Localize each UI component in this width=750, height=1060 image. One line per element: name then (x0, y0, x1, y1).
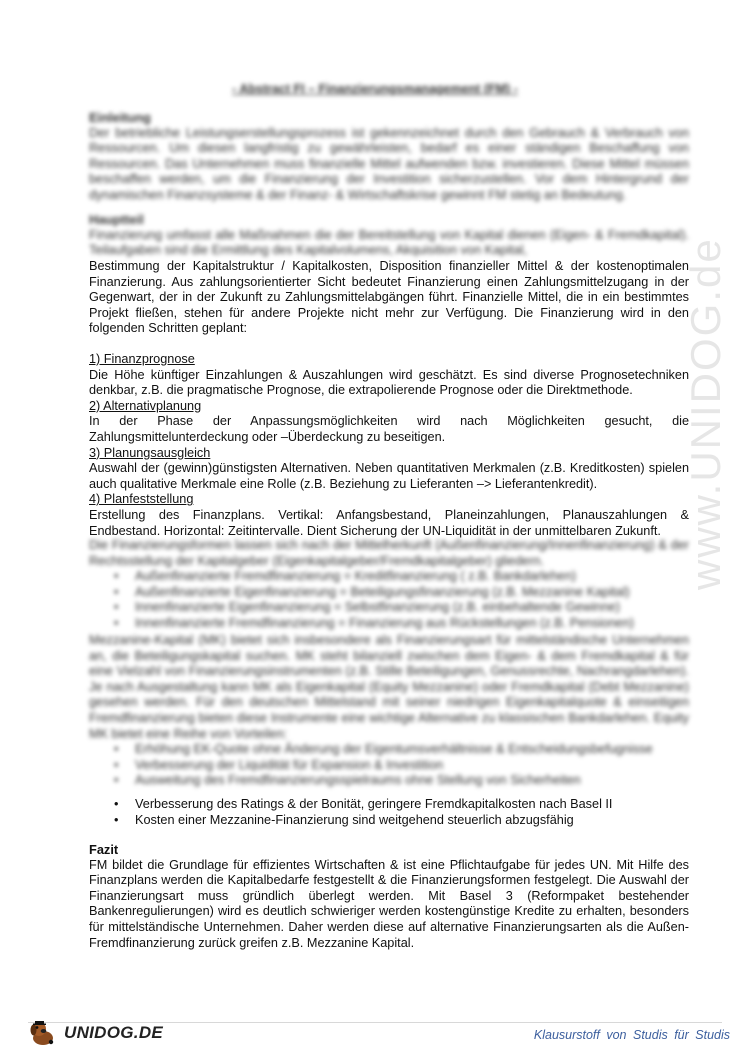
step-label-2: 2) Alternativplanung (89, 398, 202, 413)
step-label-1: 1) Finanzprognose (89, 351, 195, 366)
section-hauptteil-clear (89, 259, 689, 539)
list-item: • Innenfinanzierte Eigenfinanzierung = Selbstfinanzierung (z.B. einbehaltende Gewinne) (135, 600, 689, 616)
fazit-text: FM bildet die Grundlage für effizientes Wirtschaften & ist eine Pflichtaufgabe für jedes UN. Mit Hilfe des Finanzplans werden die Kapitalbedarfe festgestellt & die Finanzierungsformen festgelegt. Die Auswahl der Finanzierungsart muss gründlich überlegt werden. Mit Basel 3 (Reformpaket bestehender Bankenregulierungen) wird es deutlich schwieriger werden kostengünstige Kredite zu erhalten, besonders für mittelständische Unternehmen. Daher werden diese auf alternative Finanzierungsarten als die Außen-Fremdfinanzierung zurück greifen z.B. Mezzanine Kapital. (89, 857, 689, 950)
unidog-logo (28, 1015, 163, 1051)
vorteile-list-clear (89, 797, 689, 828)
list-item: • Erhöhung EK-Quote ohne Änderung der Eigentumsverhältnisse & Entscheidungsbefugnisse (135, 742, 689, 758)
vorteile-list-blurred (89, 742, 689, 789)
hauptteil-intro-clear: Bestimmung der Kapitalstruktur / Kapitalkosten, Disposition finanzieller Mittel & der kostenoptimalen Finanzierung. Aus zahlungsorientierter Sicht bedeutet Finanzierung einen Zahlungsmittelzugang in der Gegenwart, der in der Zukunft zu Zahlungsmittelabgängen führt. Finanzielle Mittel, die in ein bestimmtes Projekt fließen, stehen für andere Projekte nicht mehr zur Verfügung. Die Finanzierung wird in den folgenden Schritten geplant: (89, 259, 689, 336)
list-item: • Verbesserung des Ratings & der Bonität, geringere Fremdkapitalkosten nach Basel II (135, 797, 689, 813)
list-item: • Ausweitung des Fremdfinanzierungsspielraums ohne Stellung von Sicherheiten (135, 773, 689, 789)
section-einleitung (89, 110, 689, 204)
heading-einleitung: Einleitung (89, 110, 151, 125)
section-vorteile-clear (89, 797, 689, 828)
list-item: • Außenfinanzierte Fremdfinanzierung = Kreditfinanzierung ( z.B. Bankdarlehen) (135, 569, 689, 585)
section-finanzierungsformen (89, 538, 689, 632)
section-fazit (89, 842, 689, 951)
hauptteil-intro-blurred: Finanzierung umfasst alle Maßnahmen die der Bereitstellung von Kapital dienen (Eigen- & Fremdkapital). Teilaufgaben sind die Ermittlung des Kapitalvolumens, Akquisition von Kapital, (89, 227, 689, 258)
einleitung-text: Der betriebliche Leistungserstellungsprozess ist gekennzeichnet durch den Gebrauch & Verbrauch von Ressourcen. Um diesen langfristig zu gewährleisten, bedarf es einer ständigen Beschaffung von Ressourcen. Das Unternehmen muss finanzielle Mittel aufwenden bzw. investieren. Diese Mittel müssen beschaffen werden, um die Finanzierung der Investition sicherzustellen. Vor dem Hintergrund der dynamischen Finanzsysteme & der Finanz- & Wirtschaftskrise gewinnt FM stetig an Bedeutung. (89, 125, 689, 202)
list-item: • Außenfinanzierte Eigenfinanzierung = Beteiligungsfinanzierung (z.B. Mezzanine Kapital) (135, 585, 689, 601)
heading-hauptteil: Hauptteil (89, 212, 144, 227)
mezzanine-text: Mezzanine-Kapital (MK) bietet sich insbesondere als Finanzierungsart für mittelständische Unternehmen an, die Beteiligungskapital suchen. MK steht bilanziell zwischen dem Eigen- & dem Fremdkapital & für eine Vielzahl von Finanzierungsinstrumenten (z.B. Stille Beteiligungen, Genussrechte, Nachrangdarlehen). Je nach Ausgestaltung kann MK als Eigenkapital (Equity Mezzanine) oder Fremdkapital (Debt Mezzanine) gesehen werden. Für den deutschen Mittelstand mit seiner niedrigen Eigenkapitalquote & einseitigen Fremdfinanzierung bieten diese Instrumente eine wichtige Alternative zu klassischen Bankdarlehen. Equity MK bietet eine Reihe von Vorteilen: (89, 633, 689, 741)
document-title: - Abstract FI – Finanzierungsmanagement (FM) - (232, 82, 518, 96)
section-hauptteil-start (89, 212, 689, 259)
watermark: www.UNIDOG.de (682, 237, 729, 590)
list-item: • Verbesserung der Liquidität für Expansion & Investition (135, 758, 689, 774)
step-label-4: 4) Planfeststellung (89, 492, 194, 507)
formen-list (89, 569, 689, 631)
formen-intro: Die Finanzierungsformen lassen sich nach der Mittelherkunft (Außenfinanzierung/Innenfinanzierung) & der Rechtsstellung der Kapitalgeber (Eigenkapitalgeber/Fremdkapitalgeber) gliedern. (89, 538, 689, 568)
section-mezzanine (89, 633, 689, 789)
step-text-2: In der Phase der Anpassungsmöglichkeiten wird nach Möglichkeiten gesucht, die Zahlungsmittelunterdeckung oder –Überdeckung zu beseitigen. (89, 414, 689, 444)
heading-fazit: Fazit (89, 842, 119, 857)
step-text-4: Erstellung des Finanzplans. Vertikal: Anfangsbestand, Planeinzahlungen, Planauszahlungen & Endbestand. Horizontal: Zeitintervalle. Dient Sicherung der UN-Liquidität in der unmittelbaren Zukunft. (89, 507, 689, 538)
list-item: • Kosten einer Mezzanine-Finanzierung sind weitgehend steuerlich abzugsfähig (135, 813, 689, 829)
footer-tagline: Klausurstoff von Studis für Studis (533, 1028, 730, 1042)
step-text-3: Auswahl der (gewinn)günstigsten Alternativen. Neben quantitativen Merkmalen (z.B. Kreditkosten) spielen auch qualitative Merkmale eine Rolle (z.B. Beziehung zu Lieferanten –> Lieferantenkredit). (89, 461, 689, 491)
list-item: • Innenfinanzierte Fremdfinanzierung = Finanzierung aus Rückstellungen (z.B. Pensionen) (135, 616, 689, 632)
dog-icon (28, 1018, 58, 1048)
step-label-3: 3) Planungsausgleich (89, 445, 211, 460)
step-text-1: Die Höhe künftiger Einzahlungen & Auszahlungen wird geschätzt. Es sind diverse Prognosetechniken denkbar, z.B. die pragmatische Prognose, die extrapolierende Prognose oder die Direktmethode. (89, 367, 689, 398)
logo-text: UNIDOG.DE (64, 1023, 164, 1042)
